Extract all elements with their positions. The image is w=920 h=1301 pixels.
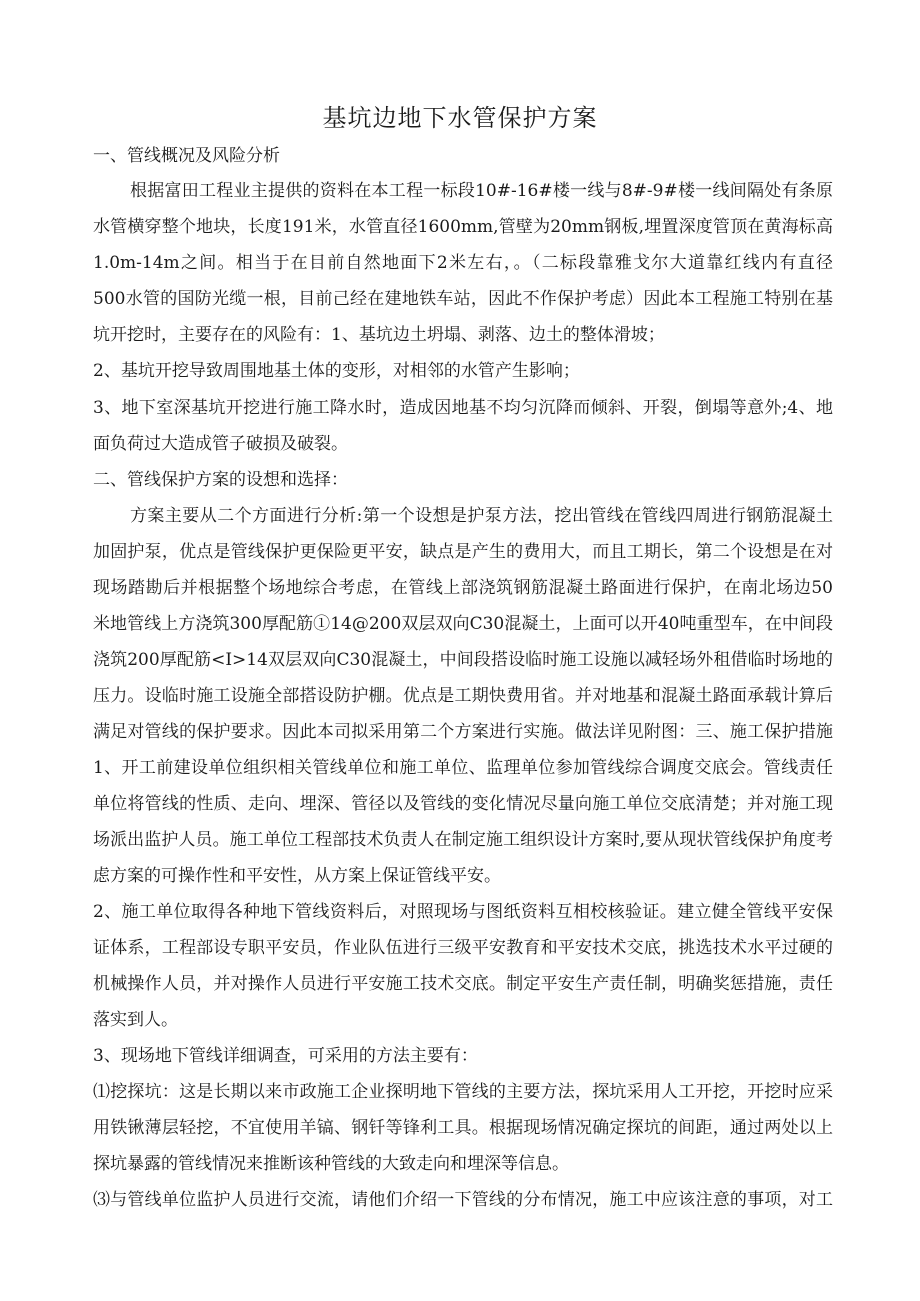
paragraph-line: 2、施工单位取得各种地下管线资料后，对照现场与图纸资料互相校核验证。建立健全管线平安保 xyxy=(93,902,833,922)
paragraph-line: 满足对管线的保护要求。因此本司拟采用第二个方案进行实施。做法详见附图：三、施工保护措施 xyxy=(93,722,833,742)
paragraph-line: 面负荷过大造成管子破损及破裂。 xyxy=(93,434,348,454)
paragraph-line: 加固护泵，优点是管线保护更保险更平安，缺点是产生的费用大，而且工期长，第二个设想是在对 xyxy=(93,542,833,562)
paragraph-line: 米地管线上方浇筑300厚配筋①14@200双层双向C30混凝土，上面可以开40吨重型车，在中间段 xyxy=(93,614,833,634)
paragraph-line: 1.0m-14m之间。相当于在目前自然地面下2米左右，。（二标段靠雅戈尔大道靠红线内有直径 xyxy=(93,253,833,273)
paragraph-line: 落实到人。 xyxy=(93,1010,178,1030)
section-heading: 二、管线保护方案的设想和选择： xyxy=(93,470,348,490)
paragraph-line: ⑴挖探坑：这是长期以来市政施工企业探明地下管线的主要方法，探坑采用人工开挖，开挖时应采 xyxy=(93,1082,833,1102)
paragraph-line: 水管横穿整个地块，长度191米，水管直径1600mm,管壁为20mm钢板,埋置深度管顶在黄海标高 xyxy=(93,217,833,237)
section-heading: 一、管线概况及风险分析 xyxy=(93,146,280,166)
paragraph-line: ⑶与管线单位监护人员进行交流，请他们介绍一下管线的分布情况，施工中应该注意的事项，对工 xyxy=(93,1190,833,1210)
paragraph-line: 场派出监护人员。施工单位工程部技术负责人在制定施工组织设计方案时,要从现状管线保护角度考 xyxy=(93,830,833,850)
paragraph-line: 浇筑200厚配筋<I>14双层双向C30混凝土，中间段搭设临时施工设施以减轻场外租借临时场地的 xyxy=(93,650,833,670)
paragraph-line: 2、基坑开挖导致周围地基土体的变形，对相邻的水管产生影响； xyxy=(93,361,580,381)
paragraph-line: 方案主要从二个方面进行分析:第一个设想是护泵方法，挖出管线在管线四周进行钢筋混凝土 xyxy=(130,506,833,526)
paragraph-line: 坑开挖时，主要存在的风险有：1、基坑边土坍塌、剥落、边土的整体滑坡； xyxy=(93,325,665,345)
paragraph-line: 3、现场地下管线详细调查，可采用的方法主要有： xyxy=(93,1046,478,1066)
paragraph-line: 3、地下室深基坑开挖进行施工降水时，造成因地基不均匀沉降而倾斜、开裂，倒塌等意外;4、地 xyxy=(93,398,833,418)
paragraph-line: 压力。设临时施工设施全部搭设防护棚。优点是工期快费用省。并对地基和混凝土路面承载计算后 xyxy=(93,686,833,706)
paragraph-line: 探坑暴露的管线情况来推断该种管线的大致走向和埋深等信息。 xyxy=(93,1154,569,1174)
paragraph-line: 根据富田工程业主提供的资料在本工程一标段10#-16#楼一线与8#-9#楼一线间隔处有条原 xyxy=(130,181,833,201)
paragraph-line: 500水管的国防光缆一根，目前己经在建地铁车站，因此不作保护考虑）因此本工程施工特别在基 xyxy=(93,289,833,309)
paragraph-line: 虑方案的可操作性和平安性，从方案上保证管线平安。 xyxy=(93,866,501,886)
paragraph-line: 单位将管线的性质、走向、埋深、管径以及管线的变化情况尽量向施工单位交底清楚；并对施工现 xyxy=(93,794,833,814)
paragraph-line: 用铁锹薄层轻挖，不宜使用羊镐、钢钎等锋利工具。根据现场情况确定探坑的间距，通过两处以上 xyxy=(93,1118,833,1138)
paragraph-line: 证体系，工程部设专职平安员，作业队伍进行三级平安教育和平安技术交底，挑选技术水平过硬的 xyxy=(93,938,833,958)
document-title: 基坑边地下水管保护方案 xyxy=(322,104,598,132)
paragraph-line: 1、开工前建设单位组织相关管线单位和施工单位、监理单位参加管线综合调度交底会。管线责任 xyxy=(93,758,833,778)
paragraph-line: 现场踏勘后并根据整个场地综合考虑，在管线上部浇筑钢筋混凝土路面进行保护，在南北场边50 xyxy=(93,578,833,598)
paragraph-line: 机械操作人员，并对操作人员进行平安施工技术交底。制定平安生产责任制，明确奖惩措施，责任 xyxy=(93,974,833,994)
